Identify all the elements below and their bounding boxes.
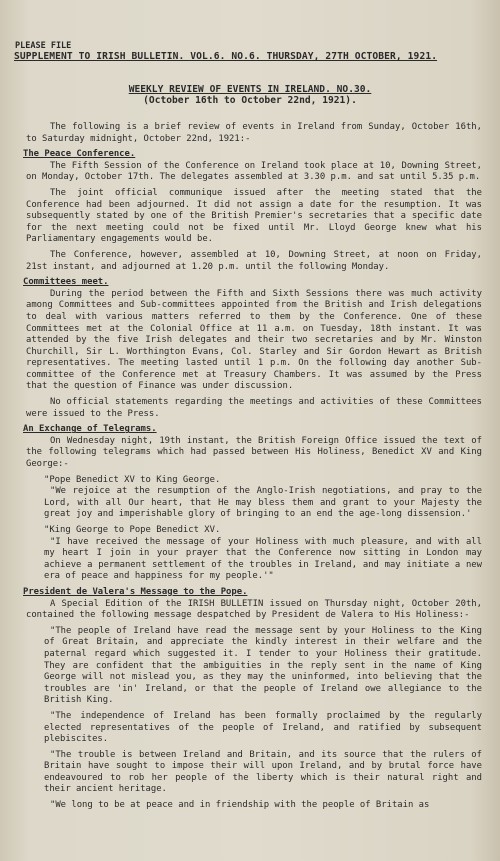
review-title: WEEKLY REVIEW OF EVENTS IN IRELAND. NO.30. [128, 84, 372, 95]
peace-paragraph-2: The joint official communique issued after the meeting stated that the Conference had been adjourned. It did not assign a date for the resumption. It was subsequently stated by one of the British Premier's secretaries that a specific date for the next meeting could not be fixed until Mr. Lloyd George knew what his Parliamentary engagements would be. [26, 187, 482, 245]
committees-paragraph-2: No official statements regarding the meetings and activities of these Committees were issued to the Press. [26, 397, 482, 419]
section-heading-committees: Committees meet. [23, 277, 109, 288]
devalera-quote-4: "We long to be at peace and in friendship with the people of Britain as [50, 800, 430, 811]
telegram-1-title: "Pope Benedict XV to King George. [44, 474, 221, 485]
peace-paragraph-3: The Conference, however, assembled at 10, Downing Street, at noon on Friday, 21st instant, and adjourned at 1.20 p.m. until the following Monday. [26, 249, 482, 272]
telegram-1-body: "We rejoice at the resumption of the Anglo-Irish negotiations, and pray to the Lord, with all Our heart, that He may bless them and grant to your Majesty the great joy and imperishable glory of bringing to an end the age-long dissension.' [44, 486, 482, 520]
review-title-block [0, 84, 500, 106]
document-body [23, 122, 482, 816]
bulletin-header-text: SUPPLEMENT TO IRISH BULLETIN. VOL.6. NO.6. THURSDAY, 27TH OCTOBER, 1921. [14, 51, 438, 62]
devalera-quote-1: "The people of Ireland have read the message sent by your Holiness to the King of Great Britain, and appreciate the kindly interest in their welfare and the paternal regard which suggested it. I tender to your Holiness their gratitude. They are confident that the ambiguities in the reply sent in the name of King George will not mislead you, as they may the uninformed, into believing that the troubles are 'in' Ireland, or that the people of Ireland owe allegiance to the British King. [44, 625, 482, 706]
please-file-stamp: PLEASE FILE [15, 41, 72, 51]
section-heading-peace: The Peace Conference. [23, 149, 136, 160]
peace-paragraph-1: The Fifth Session of the Conference on Ireland took place at 10, Downing Street, on Monday, October 17th. The delegates assembled at 3.30 p.m. and sat until 5.35 p.m. [26, 160, 482, 183]
devalera-quote-2: "The independence of Ireland has been formally proclaimed by the regularly elected representatives of the people of Ireland, and ratified by subsequent plebiscites. [44, 710, 482, 745]
section-heading-telegrams: An Exchange of Telegrams. [23, 424, 157, 435]
telegram-2-body: "I have received the message of your Holiness with much pleasure, and with all my heart I join in your prayer that the Conference now sitting in London may achieve a permanent settlement of the troubles in Ireland, and may initiate a new era of peace and happiness for my people.'" [44, 536, 482, 582]
review-dates: (October 16th to October 22nd, 1921). [143, 95, 357, 106]
devalera-quote-3: "The trouble is between Ireland and Britain, and its source that the rulers of Britain have sought to impose their will upon Ireland, and by brutal force have endeavoured to rob her people of the liberty which is their natural right and their ancient heritage. [44, 749, 482, 795]
devalera-paragraph-1: A Special Edition of the IRISH BULLETIN issued on Thursday night, October 20th, contained the following message despatched by President de Valera to His Holiness:- [26, 598, 482, 621]
telegrams-paragraph-1: On Wednesday night, 19th instant, the British Foreign Office issued the text of the following telegrams which had passed between His Holiness, Benedict XV and King George:- [26, 435, 482, 470]
bulletin-header [14, 51, 484, 62]
telegram-2-title: "King George to Pope Benedict XV. [44, 525, 221, 535]
intro-paragraph: The following is a brief review of events in Ireland from Sunday, October 16th, to Saturday midnight, October 22nd, 1921:- [26, 122, 482, 144]
committees-paragraph-1: During the period between the Fifth and Sixth Sessions there was much activity among Committees and Sub-committees appointed from the British and Irish delegations to deal with various matters referred to them by the Conference. One of these Committees met at the Colonial Office at 11 a.m. on Tuesday, 18th instant. It was attended by the five Irish delegates and their two secretaries and by Mr. Winston Churchill, Sir L. Worthington Evans, Col. Starley and Sir Gordon Hewart as British representatives. The meeting lasted until 1 p.m. On the following day another Sub-committee of the Conference met at Treasury Chambers. It was assumed by the Press that the question of Finance was under discussion. [26, 288, 482, 392]
section-heading-devalera: President de Valera's Message to the Pope. [23, 586, 248, 597]
